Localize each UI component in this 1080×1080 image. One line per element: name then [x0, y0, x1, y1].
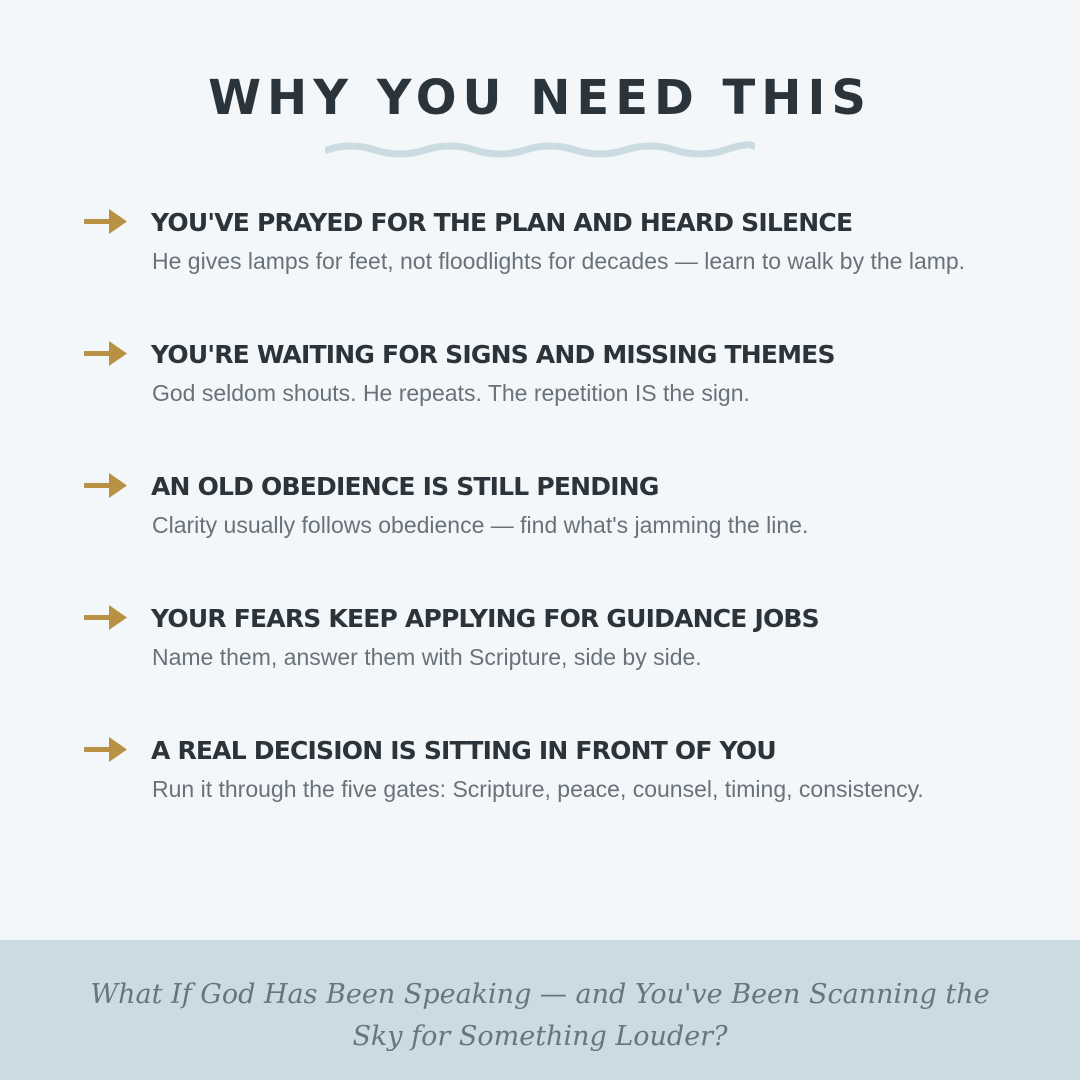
item-heading: YOU'VE PRAYED FOR THE PLAN AND HEARD SILENCE: [151, 208, 853, 237]
item-heading: YOU'RE WAITING FOR SIGNS AND MISSING THEMES: [151, 340, 835, 369]
item-heading: AN OLD OBEDIENCE IS STILL PENDING: [151, 472, 659, 501]
arrow-right-icon: [84, 472, 128, 498]
footer-banner: [0, 940, 1080, 1080]
item-description: Clarity usually follows obedience — find what's jamming the line.: [152, 512, 809, 538]
item-description: He gives lamps for feet, not floodlights for decades — learn to walk by the lamp.: [152, 248, 966, 274]
item-description: God seldom shouts. He repeats. The repetition IS the sign.: [152, 380, 750, 406]
wavy-divider: [325, 140, 755, 160]
item-description: Run it through the five gates: Scripture, peace, counsel, timing, consistency.: [152, 776, 924, 802]
page-title: WHY YOU NEED THIS: [208, 70, 872, 126]
item-heading: YOUR FEARS KEEP APPLYING FOR GUIDANCE JOBS: [151, 604, 819, 633]
item-description: Name them, answer them with Scripture, side by side.: [152, 644, 702, 670]
item-heading: A REAL DECISION IS SITTING IN FRONT OF YOU: [151, 736, 776, 765]
footer-question: What If God Has Been Speaking — and You've Been Scanning the Sky for Something Louder?: [90, 979, 990, 1052]
arrow-right-icon: [84, 604, 128, 630]
arrow-right-icon: [84, 736, 128, 762]
arrow-right-icon: [84, 208, 128, 234]
arrow-right-icon: [84, 340, 128, 366]
